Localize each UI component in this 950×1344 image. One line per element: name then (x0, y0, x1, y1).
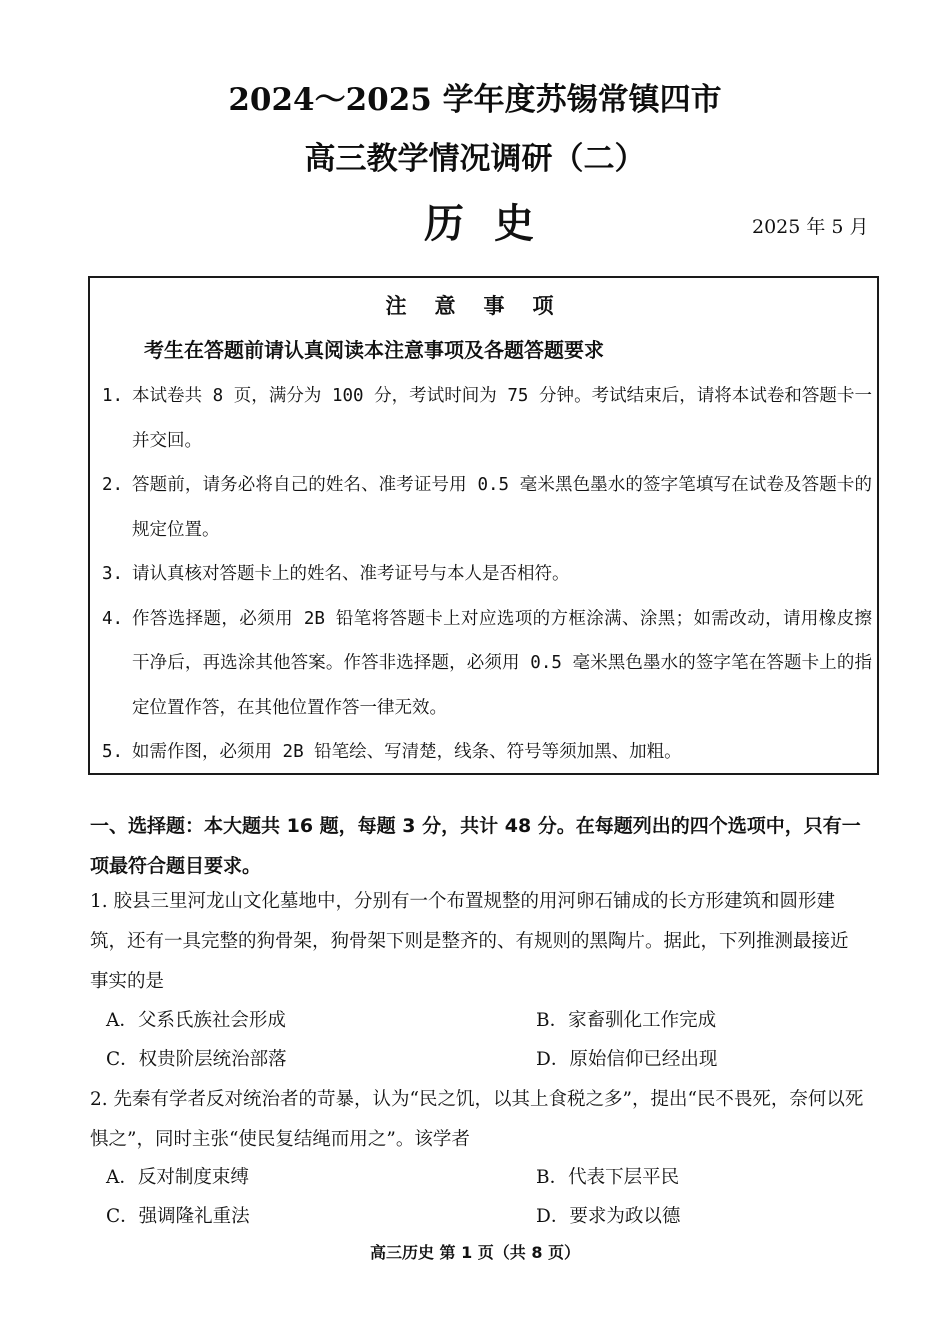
option-c: C．权贵阶层统治部落 (106, 1049, 287, 1070)
page-footer: 高三历史 第 1 页（共 8 页） (369, 1243, 581, 1262)
notice-item-number: 4. (102, 608, 124, 629)
notice-box (88, 276, 879, 775)
notice-item-text: 本试卷共 8 页，满分为 100 分，考试时间为 75 分钟。考试结束后，请将本试卷和答题卡一并交回。 (132, 386, 872, 451)
option-b: B．家畜驯化工作完成 (536, 1010, 717, 1031)
question-2-stem: 2. 先秦有学者反对统治者的苛暴，认为“民之饥，以其上食税之多”，提出“民不畏死，奈何以死惧之”，同时主张“使民复结绳而用之”。该学者 (90, 1089, 864, 1150)
notice-item (102, 374, 872, 463)
exam-title-line2: 高三教学情况调研（二） (304, 141, 646, 177)
notice-item (102, 597, 872, 731)
exam-subject: 历史 (424, 200, 564, 247)
option-c: C．强调隆礼重法 (106, 1206, 250, 1227)
option-d: D．要求为政以德 (536, 1206, 681, 1227)
notice-item-text: 答题前，请务必将自己的姓名、准考证号用 0.5 毫米黑色墨水的签字笔填写在试卷及答题卡的规定位置。 (132, 475, 872, 540)
notice-item-number: 5. (102, 742, 124, 762)
notice-item (102, 552, 872, 597)
notice-item-text: 请认真核对答题卡上的姓名、准考证号与本人是否相符。 (132, 564, 570, 584)
notice-item-number: 2. (102, 475, 124, 495)
notice-item-number: 3. (102, 564, 124, 584)
option-row (106, 1040, 866, 1079)
question-2-options (106, 1158, 866, 1236)
question-1-options (106, 1001, 866, 1079)
option-row (106, 1158, 866, 1197)
notice-title: 注意事项 (385, 294, 582, 318)
notice-item-text: 作答选择题，必须用 2B 铅笔将答题卡上对应选项的方框涂满、涂黑；如需改动，请用橡皮擦干净后，再选涂其他答案。作答非选择题，必须用 0.5 毫米黑色墨水的签字笔在答题卡上的指定位置作答，在其他位置作答一律无效。 (132, 608, 872, 718)
option-row (106, 1001, 866, 1040)
option-a: A．反对制度束缚 (106, 1167, 249, 1188)
section-heading: 一、选择题：本大题共 16 题，每题 3 分，共计 48 分。在每题列出的四个选项中，只有一项最符合题目要求。 (90, 815, 861, 877)
notice-item-number: 1. (102, 386, 124, 406)
notice-list (102, 374, 872, 775)
notice-item (102, 463, 872, 552)
exam-date: 2025 年 5 月 (752, 216, 869, 238)
option-a: A．父系氏族社会形成 (106, 1010, 286, 1031)
notice-subtitle: 考生在答题前请认真阅读本注意事项及各题答题要求 (144, 338, 604, 362)
option-b: B．代表下层平民 (536, 1167, 680, 1188)
option-d: D．原始信仰已经出现 (536, 1049, 718, 1070)
notice-item (102, 730, 872, 775)
notice-item-text: 如需作图，必须用 2B 铅笔绘、写清楚，线条、符号等须加黑、加粗。 (132, 742, 682, 762)
question-1-stem: 1. 胶县三里河龙山文化墓地中，分别有一个布置规整的用河卵石铺成的长方形建筑和圆形建筑，还有一具完整的狗骨架，狗骨架下则是整齐的、有规则的黑陶片。据此，下列推测最接近事实的是 (90, 891, 849, 992)
exam-title-line1: 2024～2025 学年度苏锡常镇四市 (228, 82, 722, 118)
option-row (106, 1197, 866, 1236)
